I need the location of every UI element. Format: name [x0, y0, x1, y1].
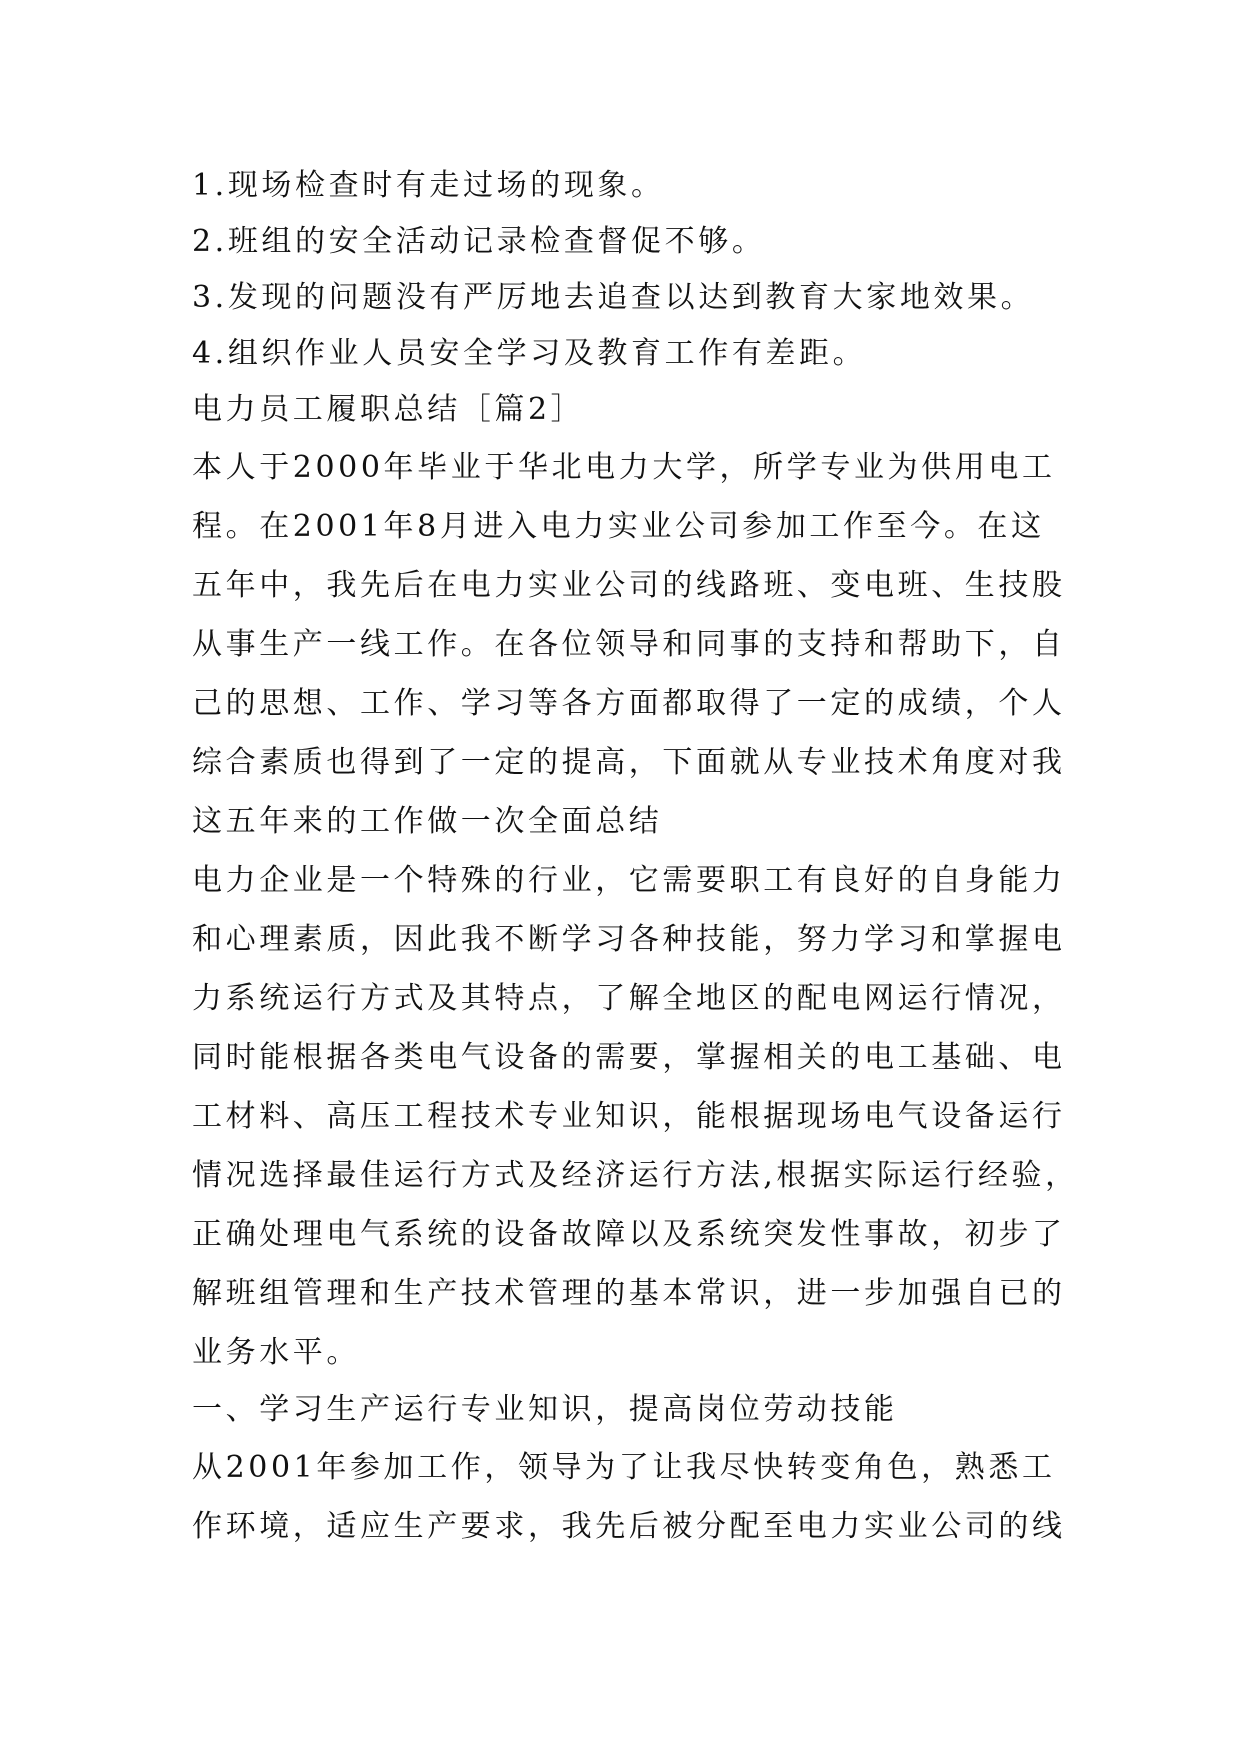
- section-heading: 一、学习生产运行专业知识，提高岗位劳动技能: [192, 1392, 898, 1427]
- paragraph-line: 和心理素质，因此我不断学习各种技能，努力学习和掌握电: [192, 922, 1066, 957]
- paragraph-line: 己的思想、工作、学习等各方面都取得了一定的成绩，个人: [192, 686, 1066, 721]
- paragraph-line: 从事生产一线工作。在各位领导和同事的支持和帮助下，自: [192, 627, 1066, 662]
- paragraph-line: 综合素质也得到了一定的提高，下面就从专业技术角度对我: [192, 745, 1066, 780]
- paragraph-line: 五年中，我先后在电力实业公司的线路班、变电班、生技股: [192, 568, 1066, 603]
- paragraph-line: 电力企业是一个特殊的行业，它需要职工有良好的自身能力: [192, 863, 1066, 898]
- list-item: 1.现场检查时有走过场的现象。: [192, 168, 665, 203]
- paragraph-line: 业务水平。: [192, 1335, 360, 1370]
- paragraph-line: 从2001年参加工作，领导为了让我尽快转变角色，熟悉工: [192, 1450, 1056, 1485]
- paragraph-line: 正确处理电气系统的设备故障以及系统突发性事故，初步了: [192, 1217, 1066, 1252]
- paragraph-line: 工材料、高压工程技术专业知识，能根据现场电气设备运行: [192, 1099, 1066, 1134]
- paragraph-line: 本人于2000年毕业于华北电力大学，所学专业为供用电工: [192, 450, 1056, 485]
- section-title: 电力员工履职总结［篇2］: [192, 392, 585, 427]
- paragraph-line: 解班组管理和生产技术管理的基本常识，进一步加强自已的: [192, 1276, 1066, 1311]
- paragraph-line: 作环境，适应生产要求，我先后被分配至电力实业公司的线: [192, 1509, 1066, 1544]
- paragraph-line: 程。在2001年8月进入电力实业公司参加工作至今。在这: [192, 509, 1045, 544]
- document-body: [192, 158, 1079, 1556]
- list-item: 4.组织作业人员安全学习及教育工作有差距。: [192, 336, 867, 371]
- list-item: 2.班组的安全活动记录检查督促不够。: [192, 224, 766, 259]
- paragraph-line: 力系统运行方式及其特点，了解全地区的配电网运行情况，: [192, 981, 1066, 1016]
- paragraph-line: 同时能根据各类电气设备的需要，掌握相关的电工基础、电: [192, 1040, 1066, 1075]
- paragraph-line: 情况选择最佳运行方式及经济运行方法,根据实际运行经验，: [192, 1158, 1079, 1193]
- paragraph-line: 这五年来的工作做一次全面总结: [192, 804, 663, 839]
- list-item: 3.发现的问题没有严厉地去追查以达到教育大家地效果。: [192, 280, 1035, 315]
